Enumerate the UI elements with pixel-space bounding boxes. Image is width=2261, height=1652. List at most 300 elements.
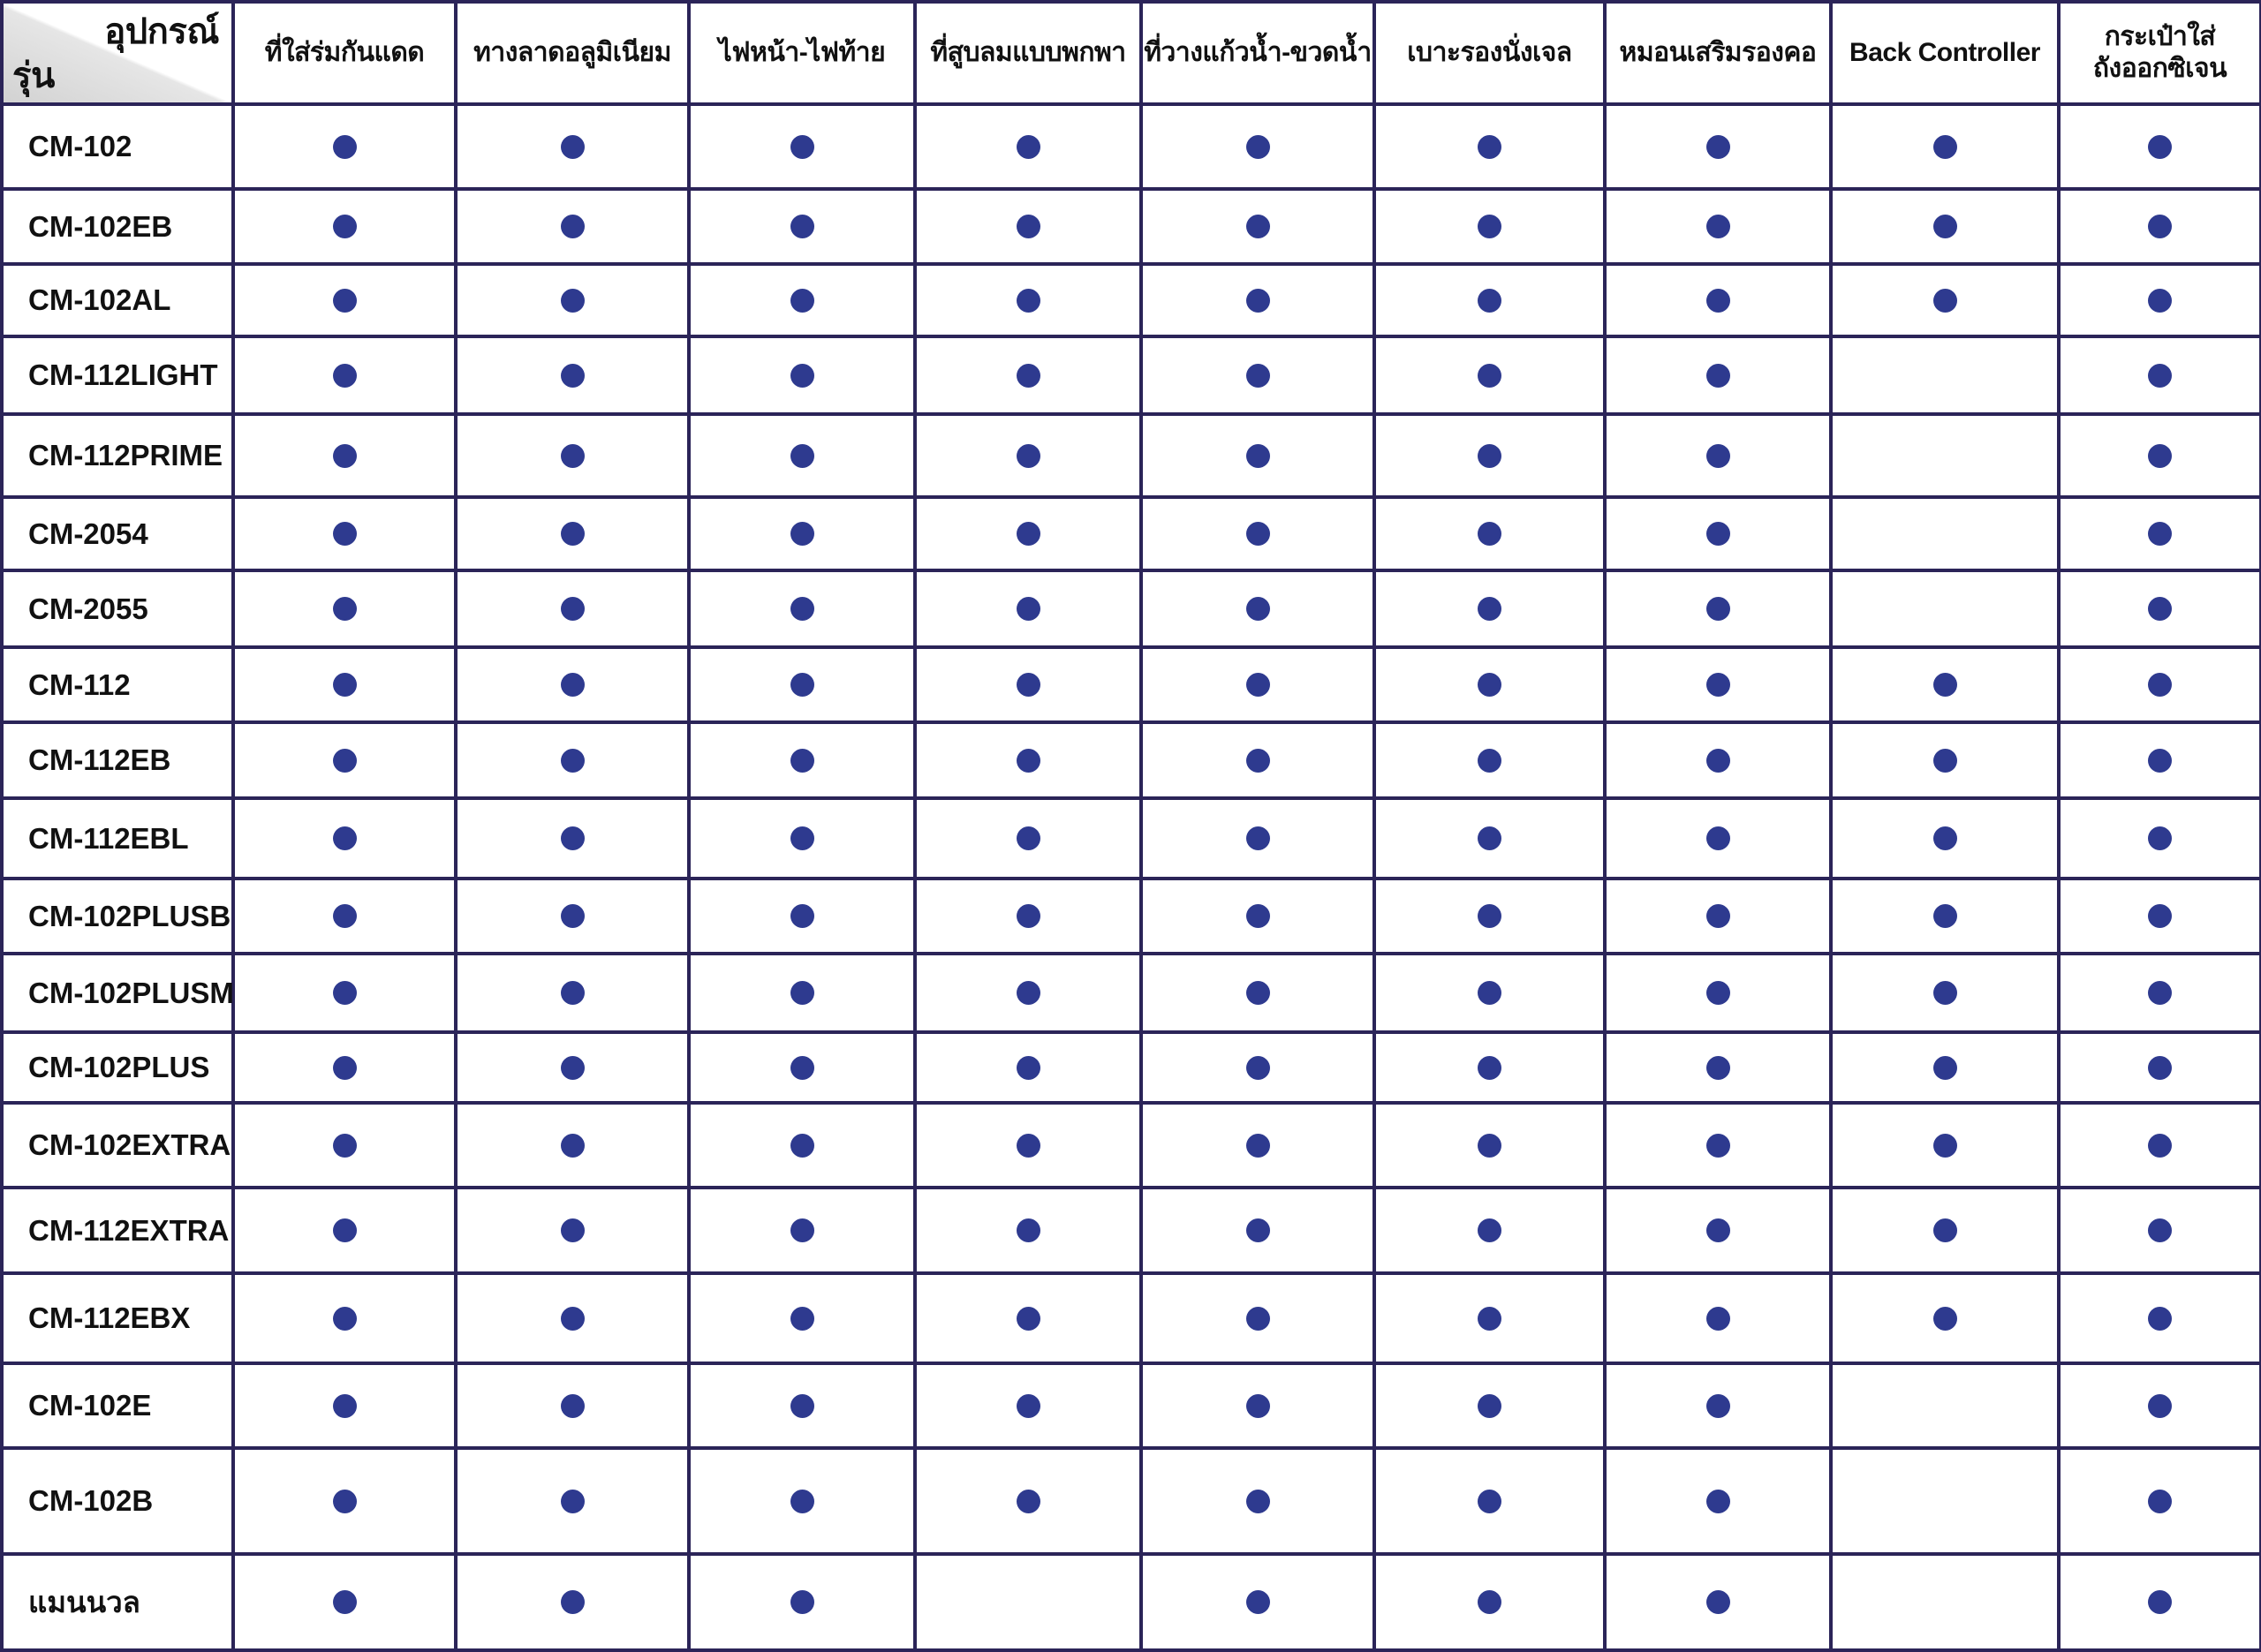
column-header-2: ทางลาดอลูมิเนียม	[456, 2, 689, 104]
compatibility-cell	[456, 1554, 689, 1650]
compatibility-cell	[1141, 189, 1374, 264]
compatibility-cell	[1141, 1363, 1374, 1448]
compatibility-cell	[2059, 1448, 2261, 1554]
compatible-dot-icon	[2148, 1307, 2172, 1331]
compatibility-cell	[456, 1448, 689, 1554]
compatible-dot-icon	[790, 522, 814, 546]
compatible-dot-icon	[561, 289, 585, 313]
compatibility-cell	[2059, 497, 2261, 570]
compatibility-cell	[2059, 264, 2261, 336]
compatible-dot-icon	[1706, 1218, 1730, 1242]
compatibility-cell	[1605, 336, 1831, 414]
compatible-dot-icon	[1933, 981, 1957, 1005]
table-row	[2, 879, 2261, 954]
compatibility-cell	[1605, 1554, 1831, 1650]
compatible-dot-icon	[1246, 673, 1270, 697]
corner-header-cell	[2, 2, 233, 104]
compatibility-cell	[2059, 1103, 2261, 1188]
compatible-dot-icon	[1933, 749, 1957, 773]
compatibility-cell	[233, 1103, 456, 1188]
compatible-dot-icon	[1246, 289, 1270, 313]
column-header-5: ที่วางแก้วน้ำ-ขวดน้ำ	[1141, 2, 1374, 104]
table-row	[2, 954, 2261, 1032]
compatible-dot-icon	[1478, 522, 1501, 546]
compatible-dot-icon	[1017, 1307, 1040, 1331]
compatible-dot-icon	[790, 135, 814, 159]
compatible-dot-icon	[1478, 215, 1501, 238]
compatible-dot-icon	[1933, 904, 1957, 928]
model-name-cell: CM-102EB	[2, 189, 233, 264]
table-row	[2, 1032, 2261, 1103]
compatibility-cell	[689, 414, 915, 497]
compatibility-cell	[2059, 189, 2261, 264]
model-name-cell: CM-102PLUSB	[2, 879, 233, 954]
compatible-dot-icon	[561, 981, 585, 1005]
compatibility-cell	[1374, 1103, 1605, 1188]
compatible-dot-icon	[790, 289, 814, 313]
compatibility-cell	[2059, 104, 2261, 189]
compatible-dot-icon	[1706, 673, 1730, 697]
compatibility-cell	[233, 336, 456, 414]
compatibility-cell	[1605, 497, 1831, 570]
compatible-dot-icon	[1478, 749, 1501, 773]
compatible-dot-icon	[1706, 135, 1730, 159]
compatible-dot-icon	[333, 215, 357, 238]
compatibility-cell	[456, 1032, 689, 1103]
compatibility-cell	[1831, 1448, 2059, 1554]
compatibility-cell	[1605, 1032, 1831, 1103]
compatible-dot-icon	[1706, 444, 1730, 468]
compatibility-cell	[689, 1032, 915, 1103]
compatible-dot-icon	[333, 597, 357, 621]
header-row	[2, 2, 2261, 104]
compatibility-cell	[1374, 1448, 1605, 1554]
compatibility-cell	[1374, 336, 1605, 414]
table-row	[2, 414, 2261, 497]
compatibility-cell	[1374, 1273, 1605, 1363]
compatibility-cell	[233, 414, 456, 497]
compatibility-cell	[1831, 1103, 2059, 1188]
compatibility-cell	[1831, 497, 2059, 570]
compatible-dot-icon	[2148, 444, 2172, 468]
table-row	[2, 570, 2261, 647]
compatible-dot-icon	[790, 1490, 814, 1513]
compatible-dot-icon	[561, 749, 585, 773]
compatible-dot-icon	[1017, 522, 1040, 546]
compatibility-cell	[689, 264, 915, 336]
compatibility-cell	[1831, 264, 2059, 336]
model-name-cell: CM-112EBL	[2, 798, 233, 879]
compatibility-cell	[1831, 954, 2059, 1032]
compatible-dot-icon	[1246, 135, 1270, 159]
compatible-dot-icon	[1017, 364, 1040, 388]
compatibility-cell	[1141, 570, 1374, 647]
table-row	[2, 722, 2261, 798]
compatible-dot-icon	[790, 1218, 814, 1242]
compatible-dot-icon	[1246, 1134, 1270, 1158]
compatibility-cell	[1831, 414, 2059, 497]
compatibility-cell	[915, 264, 1141, 336]
compatible-dot-icon	[1706, 597, 1730, 621]
compatible-dot-icon	[790, 1134, 814, 1158]
compatibility-cell	[689, 1448, 915, 1554]
compatible-dot-icon	[2148, 981, 2172, 1005]
compatible-dot-icon	[2148, 522, 2172, 546]
compatible-dot-icon	[333, 522, 357, 546]
compatibility-cell	[915, 954, 1141, 1032]
compatibility-cell	[1141, 1032, 1374, 1103]
compatible-dot-icon	[1017, 749, 1040, 773]
compatibility-cell	[1605, 954, 1831, 1032]
model-name-cell: CM-102AL	[2, 264, 233, 336]
compatible-dot-icon	[790, 673, 814, 697]
compatibility-cell	[1831, 1273, 2059, 1363]
compatibility-cell	[2059, 1032, 2261, 1103]
compatibility-cell	[689, 336, 915, 414]
compatibility-cell	[915, 1363, 1141, 1448]
compatibility-cell	[233, 722, 456, 798]
compatible-dot-icon	[1706, 1056, 1730, 1080]
compatible-dot-icon	[1017, 215, 1040, 238]
compatible-dot-icon	[333, 364, 357, 388]
compatibility-cell	[2059, 647, 2261, 722]
compatible-dot-icon	[1933, 1307, 1957, 1331]
compatibility-cell	[689, 879, 915, 954]
compatible-dot-icon	[1017, 1394, 1040, 1418]
compatible-dot-icon	[1933, 135, 1957, 159]
compatibility-cell	[915, 1188, 1141, 1273]
compatible-dot-icon	[1478, 597, 1501, 621]
compatibility-cell	[1831, 798, 2059, 879]
model-name-cell: CM-112EXTRA	[2, 1188, 233, 1273]
compatibility-cell	[1374, 497, 1605, 570]
compatibility-cell	[1374, 1032, 1605, 1103]
compatible-dot-icon	[333, 1134, 357, 1158]
compatibility-cell	[456, 104, 689, 189]
column-header-6: เบาะรองนั่งเจล	[1374, 2, 1605, 104]
compatibility-cell	[1141, 722, 1374, 798]
compatibility-cell	[915, 570, 1141, 647]
compatibility-cell	[689, 1103, 915, 1188]
compatible-dot-icon	[1706, 1134, 1730, 1158]
compatibility-cell	[2059, 1188, 2261, 1273]
compatibility-cell	[233, 647, 456, 722]
compatible-dot-icon	[333, 749, 357, 773]
model-name-cell: CM-102EXTRA	[2, 1103, 233, 1188]
compatibility-cell	[1141, 1273, 1374, 1363]
compatible-dot-icon	[1478, 135, 1501, 159]
compatible-dot-icon	[1706, 289, 1730, 313]
compatible-dot-icon	[1246, 364, 1270, 388]
compatible-dot-icon	[561, 1590, 585, 1614]
compatible-dot-icon	[1706, 826, 1730, 850]
compatibility-cell	[233, 189, 456, 264]
compatibility-cell	[689, 798, 915, 879]
compatible-dot-icon	[1478, 981, 1501, 1005]
compatible-dot-icon	[1706, 364, 1730, 388]
compatible-dot-icon	[1706, 215, 1730, 238]
compatible-dot-icon	[790, 826, 814, 850]
compatible-dot-icon	[2148, 1590, 2172, 1614]
compatible-dot-icon	[1246, 1394, 1270, 1418]
compatibility-cell	[1374, 570, 1605, 647]
compatibility-cell	[233, 264, 456, 336]
compatibility-cell	[915, 1273, 1141, 1363]
compatible-dot-icon	[333, 904, 357, 928]
compatibility-cell	[2059, 414, 2261, 497]
compatibility-cell	[1141, 104, 1374, 189]
compatibility-cell	[915, 722, 1141, 798]
compatibility-cell	[1374, 1363, 1605, 1448]
compatibility-cell	[1605, 1188, 1831, 1273]
compatibility-cell	[1374, 954, 1605, 1032]
compatibility-cell	[689, 1363, 915, 1448]
compatibility-cell	[1605, 1103, 1831, 1188]
compatible-dot-icon	[2148, 135, 2172, 159]
compatibility-cell	[456, 570, 689, 647]
compatible-dot-icon	[790, 444, 814, 468]
compatible-dot-icon	[2148, 597, 2172, 621]
compatible-dot-icon	[1478, 1134, 1501, 1158]
compatible-dot-icon	[333, 1490, 357, 1513]
compatibility-cell	[1831, 879, 2059, 954]
compatible-dot-icon	[1246, 1490, 1270, 1513]
compatible-dot-icon	[1246, 981, 1270, 1005]
compatible-dot-icon	[333, 135, 357, 159]
compatible-dot-icon	[1246, 1218, 1270, 1242]
table-row	[2, 1363, 2261, 1448]
compatible-dot-icon	[1017, 981, 1040, 1005]
compatibility-cell	[2059, 879, 2261, 954]
compatible-dot-icon	[333, 444, 357, 468]
compatible-dot-icon	[1246, 1307, 1270, 1331]
compatibility-cell	[1605, 798, 1831, 879]
compatibility-cell	[1605, 647, 1831, 722]
model-name-cell: CM-2055	[2, 570, 233, 647]
compatibility-cell	[456, 879, 689, 954]
model-name-cell: CM-112PRIME	[2, 414, 233, 497]
compatible-dot-icon	[2148, 215, 2172, 238]
compatible-dot-icon	[1706, 749, 1730, 773]
compatible-dot-icon	[2148, 1056, 2172, 1080]
compatible-dot-icon	[1478, 364, 1501, 388]
compatibility-cell	[689, 1554, 915, 1650]
compatible-dot-icon	[790, 364, 814, 388]
compatible-dot-icon	[1478, 1218, 1501, 1242]
compatible-dot-icon	[333, 1307, 357, 1331]
compatibility-cell	[689, 497, 915, 570]
compatibility-cell	[2059, 954, 2261, 1032]
compatible-dot-icon	[790, 1394, 814, 1418]
compatibility-cell	[1141, 1103, 1374, 1188]
model-name-cell: CM-112EBX	[2, 1273, 233, 1363]
compatibility-cell	[915, 189, 1141, 264]
compatible-dot-icon	[1246, 904, 1270, 928]
compatibility-cell	[1374, 1554, 1605, 1650]
compatibility-cell	[689, 104, 915, 189]
compatible-dot-icon	[1246, 1056, 1270, 1080]
compatible-dot-icon	[1017, 826, 1040, 850]
compatibility-cell	[1605, 1448, 1831, 1554]
table-row	[2, 264, 2261, 336]
compatibility-cell	[1831, 1363, 2059, 1448]
compatibility-cell	[1374, 722, 1605, 798]
compatible-dot-icon	[1933, 826, 1957, 850]
column-header-1: ที่ใส่ร่มกันแดด	[233, 2, 456, 104]
table-row	[2, 1273, 2261, 1363]
compatible-dot-icon	[1478, 1056, 1501, 1080]
table-row	[2, 1103, 2261, 1188]
compatibility-cell	[1831, 722, 2059, 798]
compatibility-cell	[689, 722, 915, 798]
model-name-cell: CM-102	[2, 104, 233, 189]
column-header-3: ไฟหน้า-ไฟท้าย	[689, 2, 915, 104]
compatible-dot-icon	[1478, 1490, 1501, 1513]
compatible-dot-icon	[1246, 1590, 1270, 1614]
compatible-dot-icon	[333, 673, 357, 697]
compatibility-cell	[1374, 189, 1605, 264]
compatibility-cell	[233, 1554, 456, 1650]
compatibility-cell	[1374, 1188, 1605, 1273]
compatible-dot-icon	[790, 1590, 814, 1614]
compatibility-cell	[1374, 798, 1605, 879]
compatibility-cell	[456, 647, 689, 722]
column-header-9: กระเป๋าใส่ ถังออกซิเจน	[2059, 2, 2261, 104]
compatible-dot-icon	[1478, 444, 1501, 468]
compatible-dot-icon	[1478, 826, 1501, 850]
model-name-cell: แมนนวล	[2, 1554, 233, 1650]
compatibility-cell	[1141, 1448, 1374, 1554]
model-name-cell: CM-2054	[2, 497, 233, 570]
table-row	[2, 1448, 2261, 1554]
compatibility-cell	[2059, 1363, 2261, 1448]
compatibility-cell	[1831, 1554, 2059, 1650]
model-name-cell: CM-112LIGHT	[2, 336, 233, 414]
compatibility-cell	[1141, 264, 1374, 336]
compatibility-cell	[915, 1103, 1141, 1188]
compatible-dot-icon	[1017, 1490, 1040, 1513]
compatibility-cell	[1831, 336, 2059, 414]
compatibility-cell	[1831, 189, 2059, 264]
compatibility-cell	[915, 104, 1141, 189]
compatible-dot-icon	[561, 135, 585, 159]
model-name-cell: CM-112EB	[2, 722, 233, 798]
compatibility-cell	[689, 1273, 915, 1363]
compatible-dot-icon	[1706, 1394, 1730, 1418]
compatibility-cell	[1141, 414, 1374, 497]
column-header-7: หมอนเสริมรองคอ	[1605, 2, 1831, 104]
compatible-dot-icon	[561, 1307, 585, 1331]
compatibility-cell	[456, 1363, 689, 1448]
compatible-dot-icon	[561, 1134, 585, 1158]
compatible-dot-icon	[2148, 1218, 2172, 1242]
compatible-dot-icon	[561, 826, 585, 850]
compatibility-cell	[1141, 1554, 1374, 1650]
compatible-dot-icon	[561, 1490, 585, 1513]
compatible-dot-icon	[790, 904, 814, 928]
compatibility-cell	[689, 647, 915, 722]
compatibility-cell	[1374, 264, 1605, 336]
compatible-dot-icon	[333, 289, 357, 313]
compatibility-cell	[233, 1273, 456, 1363]
compatibility-cell	[1374, 414, 1605, 497]
compatibility-cell	[1374, 879, 1605, 954]
compatibility-cell	[1605, 414, 1831, 497]
compatible-dot-icon	[2148, 904, 2172, 928]
compatible-dot-icon	[2148, 826, 2172, 850]
compatibility-cell	[1141, 647, 1374, 722]
table-row	[2, 647, 2261, 722]
compatible-dot-icon	[1246, 826, 1270, 850]
compatibility-cell	[689, 1188, 915, 1273]
compatibility-cell	[1831, 570, 2059, 647]
compatible-dot-icon	[1017, 1134, 1040, 1158]
compatibility-cell	[1141, 336, 1374, 414]
compatibility-cell	[915, 1448, 1141, 1554]
compatible-dot-icon	[1706, 1590, 1730, 1614]
compatible-dot-icon	[1017, 1218, 1040, 1242]
compatible-dot-icon	[1933, 1056, 1957, 1080]
compatibility-cell	[233, 497, 456, 570]
compatibility-cell	[1605, 104, 1831, 189]
compatible-dot-icon	[1933, 673, 1957, 697]
compatible-dot-icon	[1246, 215, 1270, 238]
compatible-dot-icon	[1246, 522, 1270, 546]
compatible-dot-icon	[1933, 1218, 1957, 1242]
compatible-dot-icon	[333, 1394, 357, 1418]
compatibility-cell	[456, 264, 689, 336]
compatible-dot-icon	[1933, 289, 1957, 313]
compatibility-cell	[915, 1554, 1141, 1650]
compatibility-cell	[915, 414, 1141, 497]
compatibility-cell	[233, 1363, 456, 1448]
compatibility-cell	[456, 954, 689, 1032]
compatible-dot-icon	[1933, 1134, 1957, 1158]
compatible-dot-icon	[561, 1394, 585, 1418]
compatible-dot-icon	[1478, 1307, 1501, 1331]
compatibility-cell	[233, 570, 456, 647]
compatible-dot-icon	[561, 444, 585, 468]
compatibility-cell	[1831, 104, 2059, 189]
compatibility-cell	[233, 1448, 456, 1554]
compatible-dot-icon	[1017, 1056, 1040, 1080]
compatible-dot-icon	[2148, 749, 2172, 773]
compatibility-cell	[1141, 879, 1374, 954]
compatible-dot-icon	[2148, 1394, 2172, 1418]
table-row	[2, 798, 2261, 879]
compatible-dot-icon	[1246, 749, 1270, 773]
compatible-dot-icon	[790, 1307, 814, 1331]
compatibility-cell	[1605, 879, 1831, 954]
compatibility-cell	[689, 570, 915, 647]
compatible-dot-icon	[561, 215, 585, 238]
compatible-dot-icon	[2148, 1490, 2172, 1513]
table-row	[2, 104, 2261, 189]
table-row	[2, 497, 2261, 570]
compatibility-cell	[915, 336, 1141, 414]
compatible-dot-icon	[2148, 1134, 2172, 1158]
compatible-dot-icon	[333, 826, 357, 850]
compatible-dot-icon	[1478, 673, 1501, 697]
compatible-dot-icon	[1478, 904, 1501, 928]
compatibility-cell	[1831, 647, 2059, 722]
compatibility-cell	[233, 879, 456, 954]
compatibility-cell	[1605, 264, 1831, 336]
compatibility-cell	[456, 798, 689, 879]
table-row	[2, 189, 2261, 264]
compatible-dot-icon	[333, 1056, 357, 1080]
compatibility-cell	[2059, 1554, 2261, 1650]
